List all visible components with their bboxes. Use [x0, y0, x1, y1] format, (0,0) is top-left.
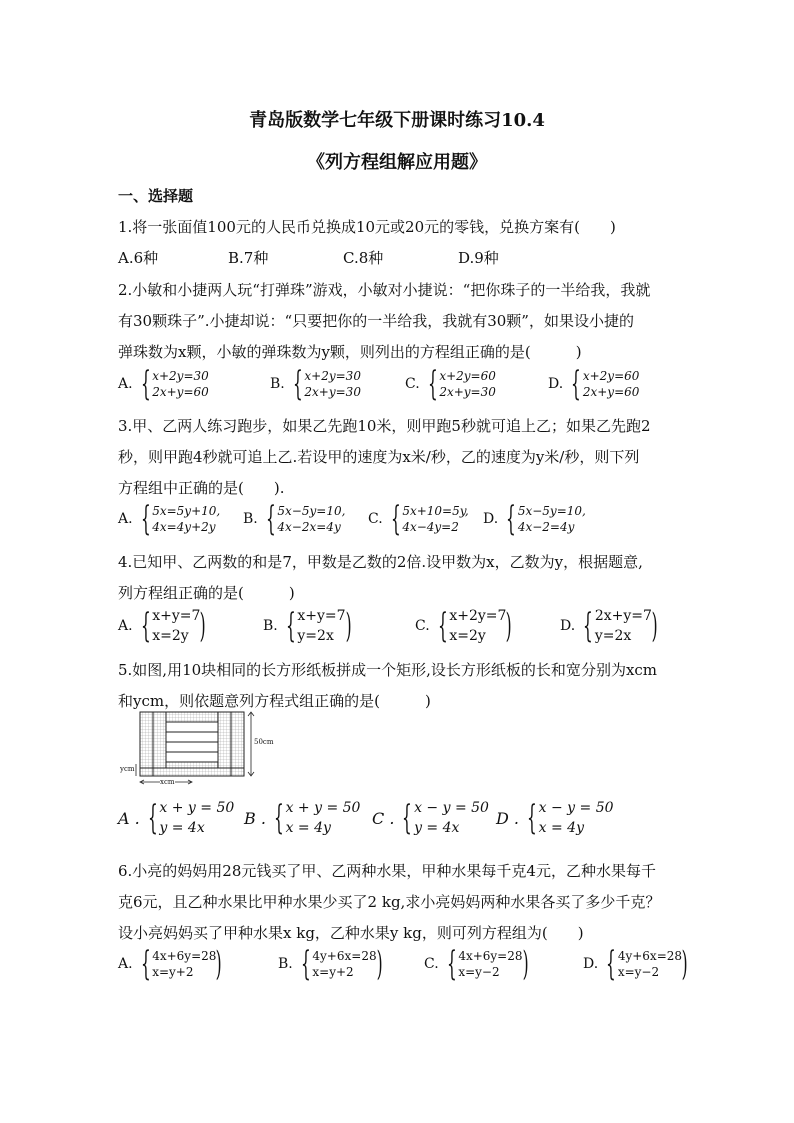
- option-label: D.: [548, 376, 564, 392]
- q4-option-c: [415, 606, 516, 646]
- left-brace: {: [285, 606, 296, 646]
- page-subtitle: 《列方程组解应用题》: [307, 152, 487, 173]
- left-brace: {: [571, 364, 581, 404]
- q2-stem-line3: 弹珠数为x颗，小敏的弹珠数为y颗，则列出的方程组正确的是( ): [118, 343, 582, 361]
- equation: 5x−5y=10,: [277, 504, 346, 518]
- q6-option-c: [424, 944, 532, 984]
- equation: 5x−5y=10,: [517, 504, 586, 518]
- equation: 4y+6x=28: [617, 949, 683, 963]
- equation: x+y=7: [297, 608, 346, 624]
- left-brace: {: [292, 364, 303, 404]
- q3-option-c: [368, 499, 469, 539]
- right-brace: ): [216, 944, 223, 984]
- equation: x+2y=30: [304, 369, 361, 383]
- option-label: C.: [415, 618, 430, 634]
- right-brace: ): [651, 606, 658, 646]
- option-label: B.: [270, 376, 285, 392]
- equation: x − y = 50: [538, 800, 614, 816]
- equation: x+2y=60: [439, 369, 496, 383]
- q3-stem-line2: 秒，则甲跑4秒就可追上乙.若设甲的速度为x米/秒，乙的速度为y米/秒，则下列: [118, 448, 640, 466]
- q2-option-a: [118, 364, 209, 404]
- equation: x+2y=7: [449, 608, 507, 624]
- left-brace: {: [140, 499, 151, 539]
- right-brace: ): [506, 606, 513, 646]
- equation: y = 4x: [159, 820, 205, 836]
- q2-option-b: [270, 364, 361, 404]
- q4-option-a: [118, 606, 210, 646]
- equation: x + y = 50: [285, 800, 361, 816]
- equation: x=y−2: [458, 965, 500, 979]
- option-label: C.: [424, 956, 439, 972]
- figure-label-x: xcm: [160, 778, 175, 786]
- option-label: B.: [243, 511, 258, 527]
- equation: x=y+2: [312, 965, 354, 979]
- q5-figure: [118, 708, 278, 788]
- left-brace: {: [265, 499, 276, 539]
- q5-option-d: [496, 798, 614, 838]
- left-brace: {: [273, 798, 284, 838]
- equation: x=2y: [449, 628, 486, 644]
- option-label: A.: [118, 376, 133, 392]
- equation: 4x+6y=28: [152, 949, 217, 963]
- equation: 2x+y=30: [439, 385, 496, 399]
- q1-option-b: B.7种: [228, 249, 269, 267]
- q5-stem-line1: 5.如图,用10块相同的长方形纸板拼成一个矩形,设长方形纸板的长和宽分别为xcm: [118, 661, 658, 679]
- left-brace: {: [140, 364, 151, 404]
- left-brace: {: [437, 606, 448, 646]
- right-brace: ): [345, 606, 352, 646]
- q4-stem-line2: 列方程组正确的是( ): [118, 584, 295, 602]
- equation: 4x+6y=28: [458, 949, 523, 963]
- equation: 2x+y=60: [582, 385, 640, 399]
- left-brace: {: [427, 364, 438, 404]
- option-label: A.: [118, 511, 133, 527]
- right-brace: ): [376, 944, 383, 984]
- equation: 2x+y=30: [304, 385, 361, 399]
- equation: 5x=5y+10,: [152, 504, 221, 518]
- rectangle-tiling-diagram: [118, 708, 278, 788]
- q6-stem-line2: 克6元，且乙种水果比甲种水果少买了2 kg,求小亮妈妈两种水果各买了多少千克？: [118, 893, 661, 911]
- right-brace: ): [681, 944, 688, 984]
- q2-stem-line1: 2.小敏和小捷两人玩“打弹珠”游戏，小敏对小捷说：“把你珠子的一半给我，我就: [118, 281, 651, 299]
- equation: x = 4y: [538, 820, 584, 836]
- q6-stem-line1: 6.小亮的妈妈用28元钱买了甲、乙两种水果，甲种水果每千克4元，乙种水果每千: [118, 862, 656, 880]
- q6-option-b: [278, 944, 386, 984]
- option-label: A.: [118, 618, 133, 634]
- option-label: B.: [263, 618, 278, 634]
- equation: 4x=4y+2y: [152, 520, 216, 534]
- equation: x+y=7: [152, 608, 201, 624]
- equation: x=y−2: [617, 965, 660, 979]
- equation: y=2x: [297, 628, 334, 644]
- left-brace: {: [606, 944, 616, 984]
- equation: x = 4y: [285, 820, 331, 836]
- section-heading: 一、选择题: [118, 187, 194, 205]
- q6-option-a: [118, 944, 226, 984]
- q1-stem: 1.将一张面值100元的人民币兑换成10元或20元的零钱，兑换方案有( ): [118, 218, 616, 236]
- equation: x + y = 50: [159, 800, 235, 816]
- q5-option-a: [118, 798, 234, 838]
- left-brace: {: [147, 798, 158, 838]
- equation: 4y+6x=28: [312, 949, 377, 963]
- equation: x+2y=60: [582, 369, 640, 383]
- option-label: D.: [560, 618, 576, 634]
- q1-option-a: A.6种: [118, 249, 159, 267]
- q6-option-d: [583, 944, 691, 984]
- q4-option-d: [560, 606, 661, 646]
- equation: y=2x: [594, 628, 632, 644]
- option-label: D.: [583, 956, 599, 972]
- option-label: B .: [244, 808, 266, 828]
- q5-option-c: [372, 798, 489, 838]
- option-label: A .: [118, 808, 140, 828]
- left-brace: {: [446, 944, 457, 984]
- equation: 5x+10=5y,: [402, 504, 469, 518]
- left-brace: {: [390, 499, 401, 539]
- q3-option-b: [243, 499, 346, 539]
- equation: x+2y=30: [152, 369, 209, 383]
- figure-label-y: ycm: [120, 765, 135, 773]
- page-title: 青岛版数学七年级下册课时练习10.4: [249, 110, 545, 131]
- q3-stem-line1: 3.甲、乙两人练习跑步，如果乙先跑10米，则甲跑5秒就可追上乙；如果乙先跑2: [118, 417, 651, 435]
- equation: 4x−4y=2: [402, 520, 459, 534]
- option-label: C .: [372, 808, 395, 828]
- equation: 4x−2=4y: [517, 520, 575, 534]
- option-label: A.: [118, 956, 133, 972]
- q3-option-d: [483, 499, 586, 539]
- option-label: C.: [405, 376, 420, 392]
- q5-option-b: [244, 798, 360, 838]
- figure-label-height: 50cm: [254, 738, 274, 746]
- equation: x=y+2: [152, 965, 194, 979]
- left-brace: {: [300, 944, 311, 984]
- equation: 2x+y=60: [152, 385, 209, 399]
- q2-stem-line2: 有30颗珠子”.小捷却说：“只要把你的一半给我，我就有30颗”，如果设小捷的: [118, 312, 634, 330]
- q2-option-c: [405, 364, 496, 404]
- option-label: C.: [368, 511, 383, 527]
- equation: 2x+y=7: [594, 608, 652, 624]
- q3-option-a: [118, 499, 221, 539]
- right-brace: ): [522, 944, 529, 984]
- q6-stem-line3: 设小亮妈妈买了甲种水果x kg，乙种水果y kg，则可列方程组为( ): [118, 924, 584, 942]
- q4-option-b: [263, 606, 355, 646]
- equation: x=2y: [152, 628, 189, 644]
- option-label: D.: [483, 511, 499, 527]
- q4-stem-line1: 4.已知甲、乙两数的和是7，甲数是乙数的2倍.设甲数为x，乙数为y，根据题意,: [118, 553, 643, 571]
- left-brace: {: [583, 606, 593, 646]
- equation: 4x−2x=4y: [277, 520, 341, 534]
- q1-option-d: D.9种: [458, 249, 499, 267]
- option-label: D .: [496, 808, 519, 828]
- q5-stem-line2: 和ycm，则依题意列方程式组正确的是( ): [118, 692, 431, 710]
- q3-stem-line3: 方程组中正确的是( ).: [118, 479, 285, 497]
- q2-option-d: [548, 364, 640, 404]
- equation: y = 4x: [414, 820, 460, 836]
- right-brace: ): [200, 606, 207, 646]
- left-brace: {: [506, 499, 516, 539]
- left-brace: {: [140, 606, 151, 646]
- left-brace: {: [140, 944, 151, 984]
- left-brace: {: [402, 798, 413, 838]
- q1-option-c: C.8种: [343, 249, 384, 267]
- equation: x − y = 50: [414, 800, 489, 816]
- option-label: B.: [278, 956, 293, 972]
- left-brace: {: [526, 798, 537, 838]
